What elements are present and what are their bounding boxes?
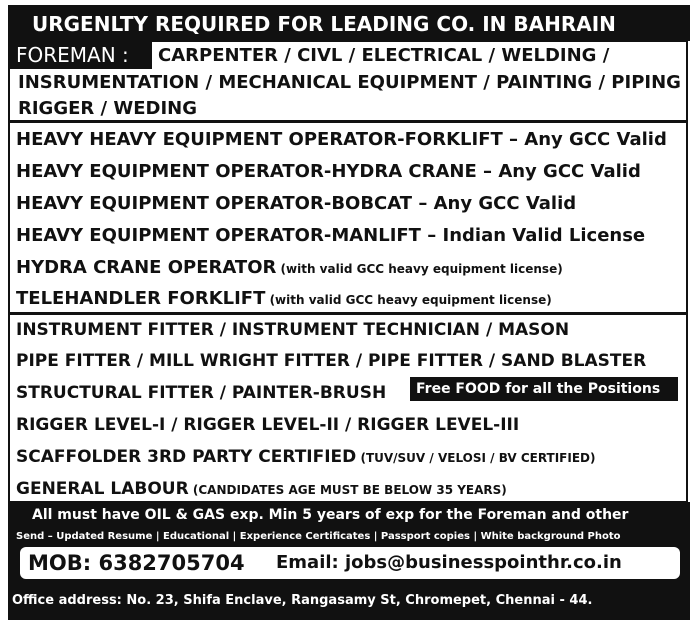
position-line: STRUCTURAL FITTER / PAINTER-BRUSH: [16, 383, 387, 403]
position-line: HEAVY EQUIPMENT OPERATOR-BOBCAT – Any GCC Valid: [16, 193, 577, 214]
position-line: HEAVY EQUIPMENT OPERATOR-MANLIFT – Indian Valid License: [16, 225, 646, 246]
foreman-trades-line-2: INSRUMENTATION / MECHANICAL EQUIPMENT / PAINTING / PIPING: [18, 72, 681, 93]
position-line: HEAVY EQUIPMENT OPERATOR-HYDRA CRANE – Any GCC Valid: [16, 161, 641, 182]
foreman-tag: FOREMAN :: [10, 41, 152, 69]
position-line: SCAFFOLDER 3RD PARTY CERTIFIED (TUV/SUV / VELOSI / BV CERTIFIED): [16, 447, 596, 467]
position-line: GENERAL LABOUR (CANDIDATES AGE MUST BE BELOW 35 YEARS): [16, 479, 507, 499]
foreman-trades-line-1: CARPENTER / CIVL / ELECTRICAL / WELDING /: [158, 45, 610, 66]
documents-required: Send – Updated Resume | Educational | Experience Certificates | Passport copies | White background Photo: [16, 531, 621, 542]
position-line: RIGGER LEVEL-I / RIGGER LEVEL-II / RIGGER LEVEL-III: [16, 415, 520, 435]
position-line: TELEHANDLER FORKLIFT (with valid GCC heavy equipment license): [16, 288, 552, 309]
foreman-trades-line-3: RIGGER / WEDING: [18, 98, 197, 119]
email-address: Email: jobs@businesspointhr.co.in: [276, 552, 622, 573]
office-address: Office address: No. 23, Shifa Enclave, Rangasamy St, Chromepet, Chennai - 44.: [12, 593, 593, 608]
ad-title: URGENLTY REQUIRED FOR LEADING CO. IN BAHRAIN: [32, 12, 616, 36]
experience-requirement: All must have OIL & GAS exp. Min 5 years of exp for the Foreman and other: [32, 507, 629, 523]
position-line: HYDRA CRANE OPERATOR (with valid GCC heavy equipment license): [16, 257, 563, 278]
title-banner: [8, 5, 690, 41]
footer-banner: [8, 502, 690, 620]
free-food-badge: Free FOOD for all the Positions: [410, 377, 678, 401]
position-line: INSTRUMENT FITTER / INSTRUMENT TECHNICIAN / MASON: [16, 320, 570, 340]
position-line: HEAVY HEAVY EQUIPMENT OPERATOR-FORKLIFT – Any GCC Valid: [16, 129, 667, 150]
contact-box: [20, 547, 680, 579]
position-line: PIPE FITTER / MILL WRIGHT FITTER / PIPE FITTER / SAND BLASTER: [16, 351, 647, 371]
mobile-number: MOB: 6382705704: [28, 551, 245, 575]
trades-section: [8, 313, 688, 503]
